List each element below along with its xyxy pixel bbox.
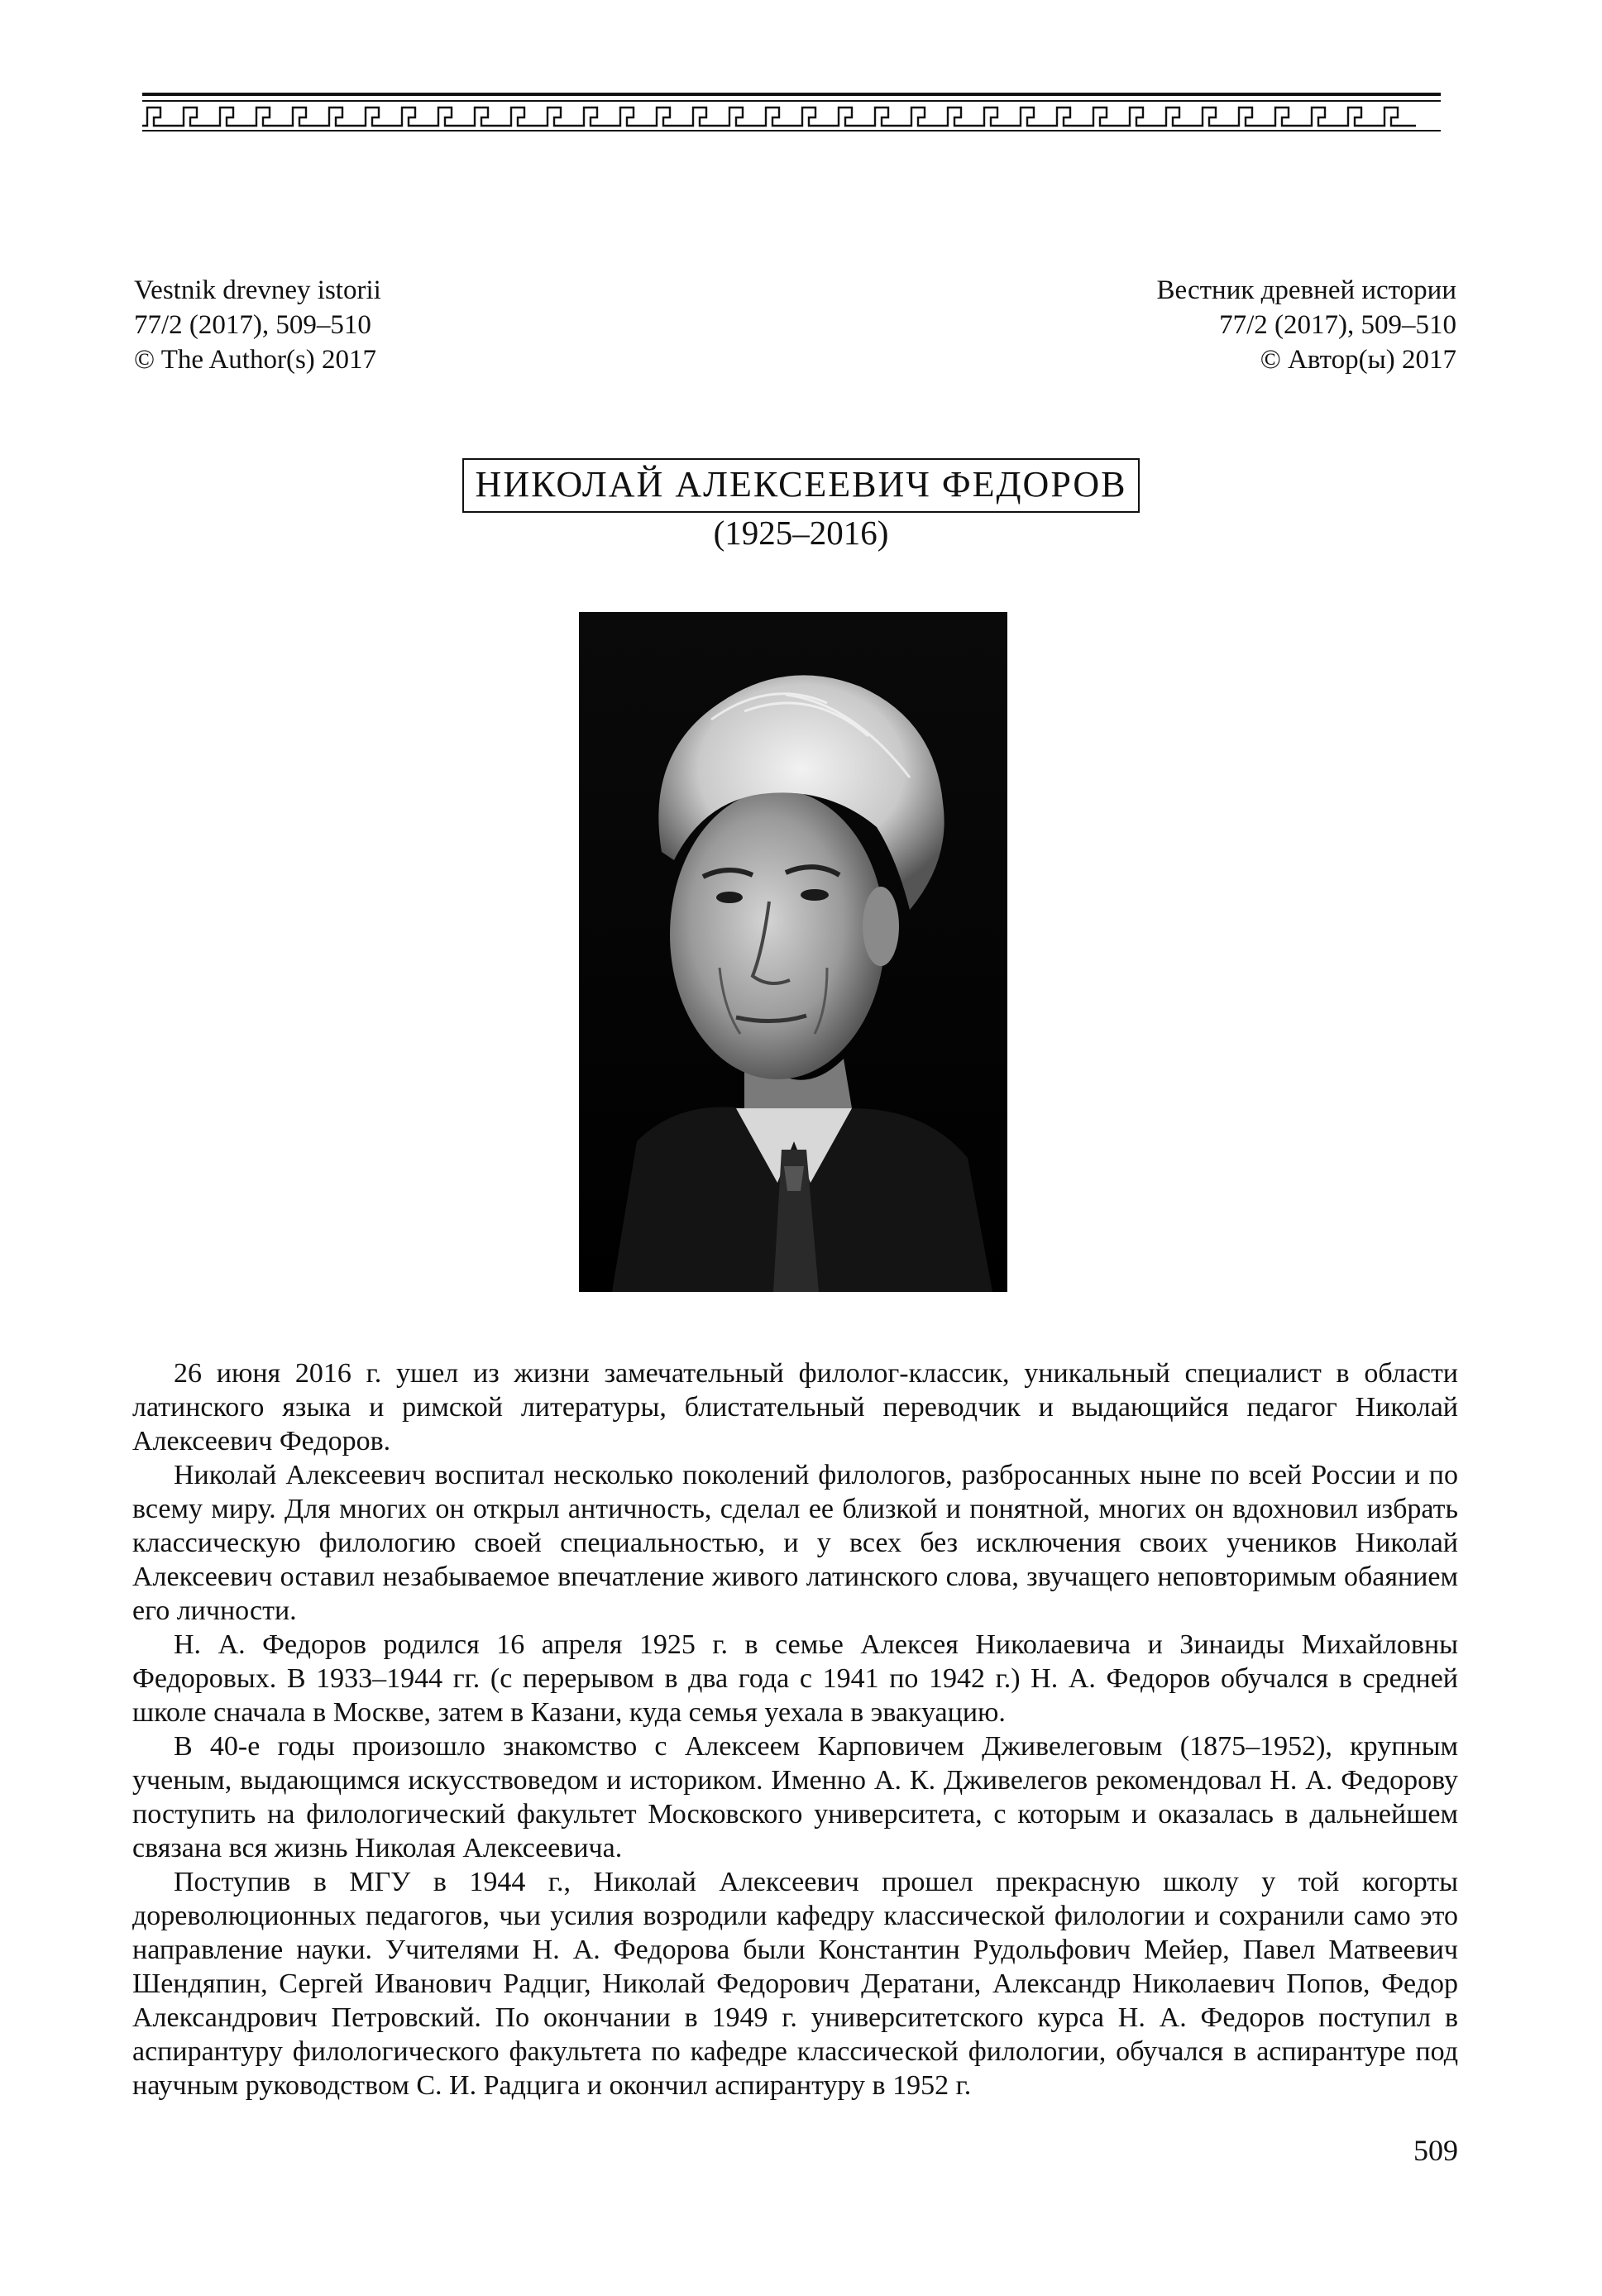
paragraph: 26 июня 2016 г. ушел из жизни замечательный филолог-классик, уникальный специалист в области латинского языка и римской литературы, блистательный переводчик и выдающийся педагог Николай Алексеевич Федоров. <box>132 1358 1458 1457</box>
copyright-latin: © The Author(s) 2017 <box>134 345 377 375</box>
journal-header-cyrillic <box>1156 273 1456 377</box>
journal-name-cyrillic: Вестник древней истории <box>1156 275 1456 305</box>
life-dates: (1925–2016) <box>713 514 889 552</box>
issue-info-latin: 77/2 (2017), 509–510 <box>134 310 371 340</box>
obituary-body <box>132 1356 1458 2102</box>
portrait-image <box>579 612 1007 1292</box>
journal-header-latin <box>134 273 381 377</box>
journal-name-latin: Vestnik drevney istorii <box>134 275 381 305</box>
title-container <box>0 458 1602 513</box>
paragraph: Н. А. Федоров родился 16 апреля 1925 г. в семье Алексея Николаевича и Зинаиды Михайловны Федоровых. В 1933–1944 гг. (с перерывом в два года с 1941 по 1942 г.) Н. А. Федоров обучался в средней школе сначала в Москве, затем в Казани, куда семья уехала в эвакуацию. <box>132 1629 1458 1728</box>
copyright-cyrillic: © Автор(ы) 2017 <box>1260 345 1456 375</box>
obituary-title: НИКОЛАЙ АЛЕКСЕЕВИЧ ФЕДОРОВ <box>462 458 1141 513</box>
paragraph: Николай Алексеевич воспитал несколько поколений филологов, разбросанных ныне по всей России и по всему миру. Для многих он открыл античность, сделал ее близкой и понятной, многих он вдохновил избрать классическую филологию своей специальностью, и у всех без исключения своих учеников Николай Алексеевич оставил незабываемое впечатление живого латинского слова, звучащего неповторимым обаянием его личности. <box>132 1460 1458 1626</box>
paragraph: Поступив в МГУ в 1944 г., Николай Алексеевич прошел прекрасную школу у той когорты дореволюционных педагогов, чьи усилия возродили кафедру классической филологии и сохранили само это направление науки. Учителями Н. А. Федорова были Константин Рудольфович Мейер, Павел Матвеевич Шендяпин, Сергей Иванович Радциг, Николай Федорович Дератани, Александр Николаевич Попов, Федор Александрович Петровский. По окончании в 1949 г. университетского курса Н. А. Федоров поступил в аспирантуру филологического факультета по кафедре классической филологии, обучался в аспирантуре под научным руководством С. И. Радцига и окончил аспирантуру в 1952 г. <box>132 1867 1458 2101</box>
paragraph: В 40-е годы произошло знакомство с Алексеем Карповичем Дживелеговым (1875–1952), крупным ученым, выдающимся искусствоведом и историком. Именно А. К. Дживелегов рекомендовал Н. А. Федорову поступить на филологический факультет Московского университета, с которым и оказалась в дальнейшем связана вся жизнь Николая Алексеевича. <box>132 1731 1458 1863</box>
issue-info-cyrillic: 77/2 (2017), 509–510 <box>1219 310 1456 340</box>
decorative-border-top <box>142 93 1441 136</box>
page-number: 509 <box>1413 2134 1458 2167</box>
portrait-photo <box>579 612 1007 1292</box>
